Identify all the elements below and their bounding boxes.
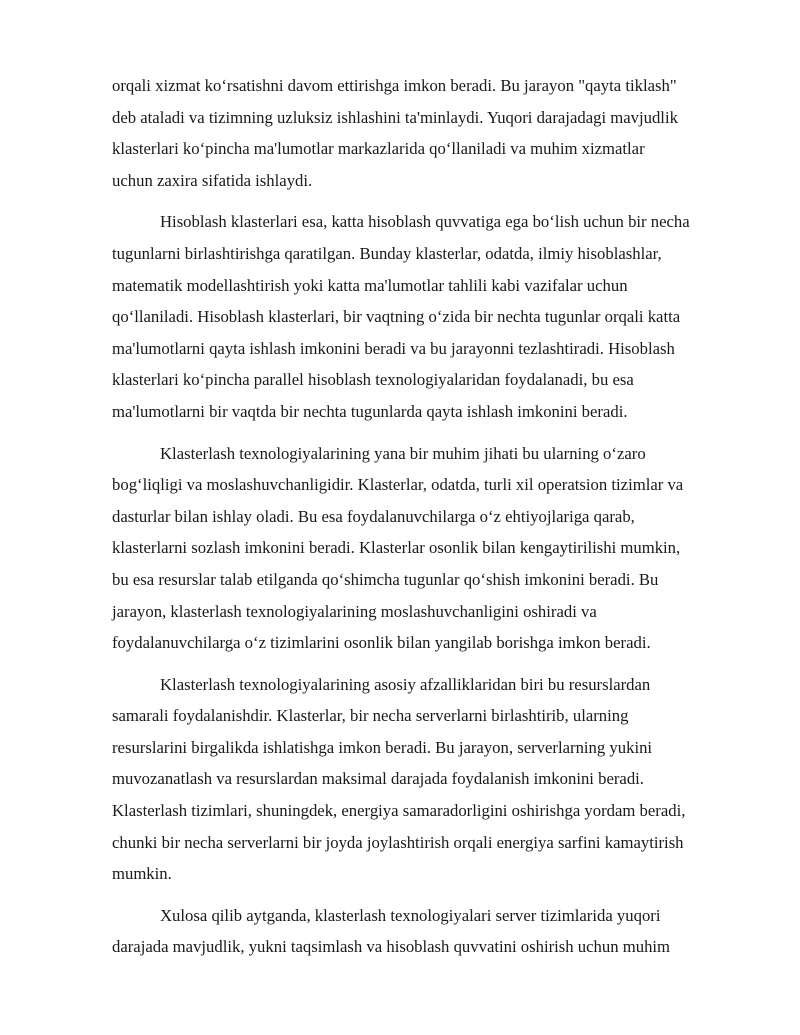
- text-line: dasturlar bilan ishlay oladi. Bu esa foydalanuvchilarga o‘z ehtiyojlariga qarab,: [112, 506, 635, 526]
- text-line: klasterlarni sozlash imkonini beradi. Klasterlar osonlik bilan kengaytirilishi mumkin,: [112, 538, 681, 558]
- document-body: [112, 70, 744, 973]
- text-line: samarali foydalanishdir. Klasterlar, bir necha serverlarni birlashtirib, ularning: [112, 706, 629, 726]
- text-line: Xulosa qilib aytganda, klasterlash texnologiyalari server tizimlarida yuqori: [160, 905, 661, 925]
- text-line: klasterlari ko‘pincha ma'lumotlar markazlarida qo‘llaniladi va muhim xizmatlar: [112, 139, 645, 159]
- text-line: darajada mavjudlik, yukni taqsimlash va hisoblash quvvatini oshirish uchun muhim: [112, 937, 671, 957]
- text-line: bu esa resurslar talab etilganda qo‘shimcha tugunlar qo‘shish imkonini beradi. Bu: [112, 569, 659, 589]
- text-line: bog‘liqligi va moslashuvchanligidir. Klasterlar, odatda, turli xil operatsion tizimlar va: [112, 475, 684, 495]
- text-line: Klasterlash texnologiyalarining asosiy afzalliklaridan biri bu resurslardan: [160, 674, 651, 694]
- text-line: mumkin.: [112, 864, 172, 884]
- text-line: foydalanuvchilarga o‘z tizimlarini osonlik bilan yangilab borishga imkon beradi.: [112, 633, 651, 653]
- paragraph-5: [112, 900, 744, 963]
- text-line: chunki bir necha serverlarni bir joyda joylashtirish orqali energiya sarfini kamaytirish: [112, 832, 684, 852]
- paragraph-2: [112, 206, 744, 427]
- text-line: klasterlari ko‘pincha parallel hisoblash texnologiyalaridan foydalanadi, bu esa: [112, 370, 634, 390]
- text-line: tugunlarni birlashtirishga qaratilgan. Bunday klasterlar, odatda, ilmiy hisoblashlar,: [112, 243, 662, 263]
- text-line: orqali xizmat ko‘rsatishni davom ettirishga imkon beradi. Bu jarayon "qayta tiklash": [112, 76, 677, 95]
- text-line: ma'lumotlarni qayta ishlash imkonini beradi va bu jarayonni tezlashtiradi. Hisoblash: [112, 338, 675, 358]
- text-line: muvozanatlash va resurslardan maksimal darajada foydalanish imkonini beradi.: [112, 769, 644, 789]
- paragraph-4: [112, 669, 744, 890]
- text-line: deb ataladi va tizimning uzluksiz ishlashini ta'minlaydi. Yuqori darajadagi mavjudlik: [112, 107, 678, 127]
- text-line: jarayon, klasterlash texnologiyalarining moslashuvchanligini oshiradi va: [112, 601, 597, 621]
- text-line: Klasterlash tizimlari, shuningdek, energiya samaradorligini oshirishga yordam beradi,: [112, 801, 686, 821]
- text-line: qo‘llaniladi. Hisoblash klasterlari, bir vaqtning o‘zida bir nechta tugunlar orqali katta: [112, 307, 681, 327]
- paragraph-1: [112, 70, 744, 196]
- text-line: matematik modellashtirish yoki katta ma'lumotlar tahlili kabi vazifalar uchun: [112, 275, 628, 295]
- text-line: uchun zaxira sifatida ishlaydi.: [112, 170, 313, 190]
- text-line: resurslarini birgalikda ishlatishga imkon beradi. Bu jarayon, serverlarning yukini: [112, 737, 653, 757]
- text-line: Klasterlash texnologiyalarining yana bir muhim jihati bu ularning o‘zaro: [160, 443, 646, 463]
- text-line: ma'lumotlarni bir vaqtda bir nechta tugunlarda qayta ishlash imkonini beradi.: [112, 401, 628, 421]
- text-line: Hisoblash klasterlari esa, katta hisoblash quvvatiga ega bo‘lish uchun bir necha: [160, 212, 690, 232]
- paragraph-3: [112, 438, 744, 659]
